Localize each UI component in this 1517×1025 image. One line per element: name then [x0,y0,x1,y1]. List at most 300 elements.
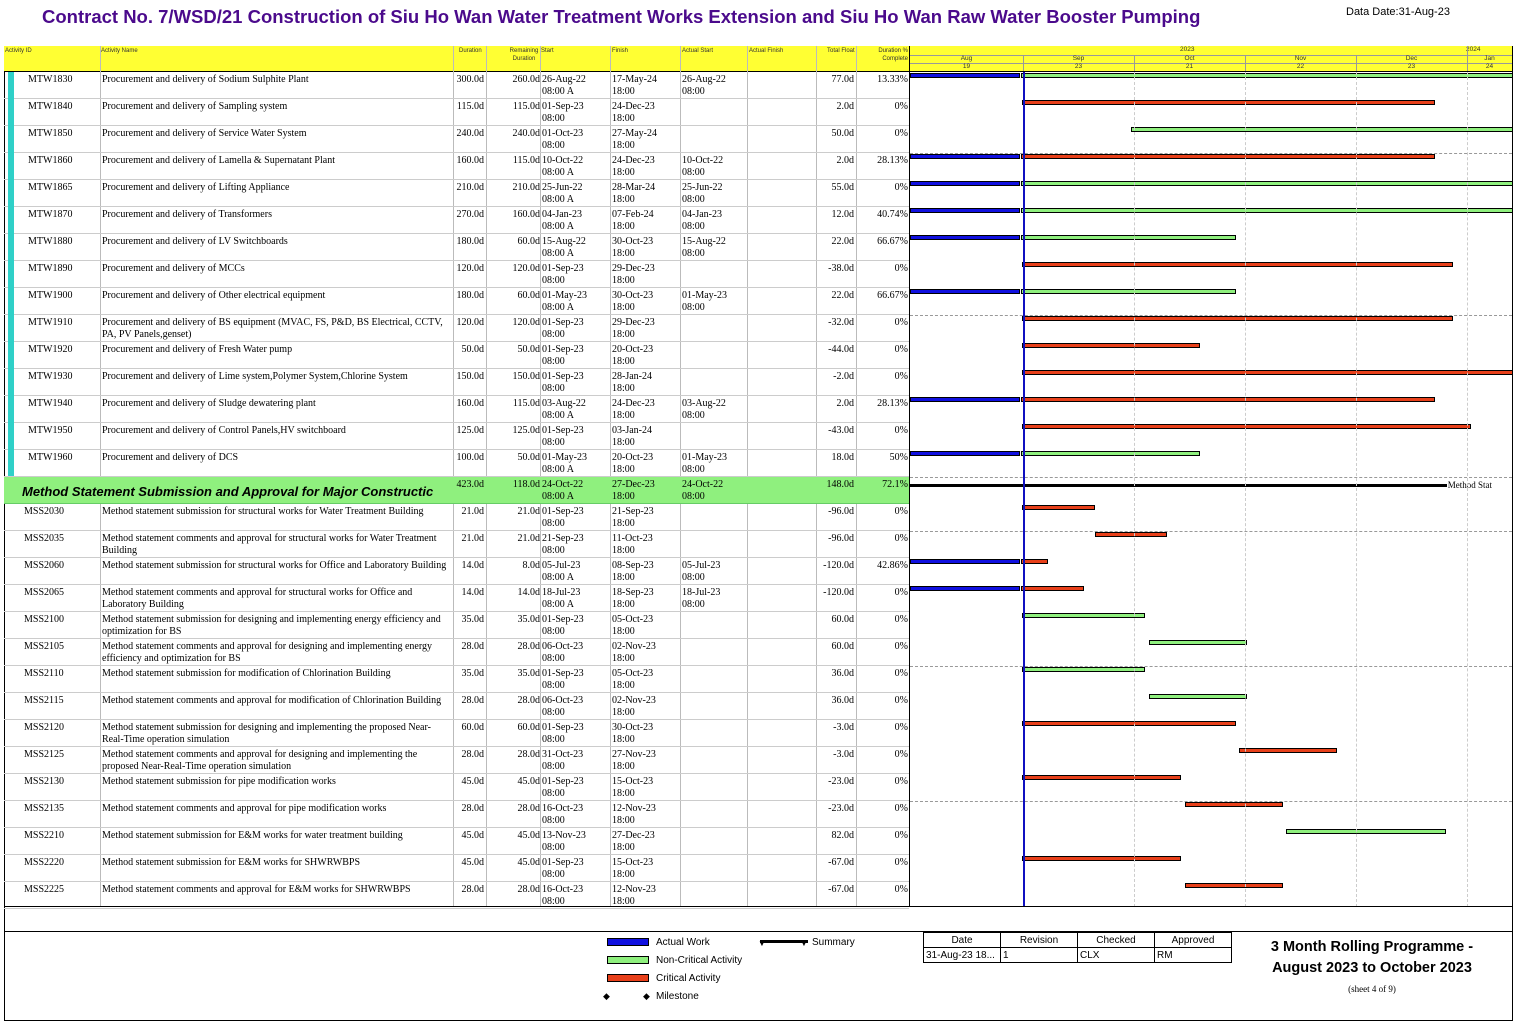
table-row[interactable] [4,666,909,693]
duration: 35.0d [461,614,484,625]
remaining-duration: 28.0d [517,641,540,652]
table-row[interactable] [4,207,909,234]
mtw1830-bar-remaining[interactable] [1021,73,1512,78]
activity-name: Method statement comments and approval for structural works for Water Treatment Building [102,533,437,556]
start-date: 13-Nov-23 [542,830,586,841]
mtw1940-bar-remaining[interactable] [1021,397,1435,402]
mss2135-bar[interactable] [1185,802,1283,807]
mtw1940-bar-actual[interactable] [910,397,1020,402]
start [542,263,584,287]
actual-start [682,74,726,98]
start-time: 08:00 [542,653,565,664]
table-row[interactable] [4,504,909,531]
gantt-chart [910,72,1512,907]
table-row[interactable] [4,342,909,369]
total-float: 60.0d [831,641,854,652]
pct-complete: 0% [894,101,908,112]
table-row[interactable] [4,828,909,855]
total-float: -3.0d [833,749,854,760]
finish-time: 18:00 [612,545,635,556]
activity-name: Method statement comments and approval for pipe modification works [102,803,387,814]
total-float: 50.0d [831,128,854,139]
remaining-duration: 115.0d [512,101,540,112]
rev-header-approved: Approved [1155,933,1232,948]
start-date: 01-Sep-23 [542,425,584,436]
total-float: 36.0d [831,695,854,706]
mtw1840-bar[interactable] [1022,100,1435,105]
duration: 60.0d [461,722,484,733]
start-date: 01-Sep-23 [542,776,584,787]
start-date: 25-Jun-22 [542,182,583,193]
start-date: 01-Sep-23 [542,344,584,355]
mss2065-bar-actual[interactable] [910,586,1020,591]
activity-name: Procurement and delivery of MCCs [102,263,245,274]
finish-time: 18:00 [612,248,635,259]
actual-start-date: 15-Aug-22 [682,236,726,247]
finish [612,668,653,692]
finish-time: 18:00 [612,302,635,313]
start-time: 08:00 [542,788,565,799]
remaining-duration: 120.0d [512,317,540,328]
start-time: 08:00 [542,356,565,367]
activity-id: MTW1950 [28,425,73,436]
revision-table [923,932,1232,963]
finish-date: 03-Jan-24 [612,425,652,436]
col-remaining-duration[interactable]: Remaining Duration [509,48,539,62]
start-date: 01-Sep-23 [542,722,584,733]
duration: 45.0d [461,776,484,787]
finish-time: 18:00 [612,788,635,799]
table-row[interactable] [4,531,909,558]
mtw1880-bar-remaining[interactable] [1021,235,1236,240]
finish [612,830,655,854]
duration: 28.0d [461,641,484,652]
mtw1860-bar-remaining[interactable] [1021,154,1435,159]
column-header [4,46,909,72]
start [542,857,584,881]
month-sep: Sep [1072,55,1085,62]
remaining-duration: 8.0d [522,560,540,571]
table-row[interactable] [4,99,909,126]
finish-date: 02-Nov-23 [612,641,656,652]
table-row[interactable] [4,450,909,477]
start [542,371,584,395]
activity-id: MSS2220 [24,857,65,868]
mss2030-bar[interactable] [1022,505,1094,510]
activity-name: Procurement and delivery of Sludge dewatering plant [102,398,316,409]
pct-complete: 0% [894,317,908,328]
table-row[interactable] [4,801,909,828]
table-row[interactable] [4,315,909,342]
mtw1920-bar[interactable] [1022,343,1199,348]
actual-start [682,452,727,476]
activity-name: Method statement comments and approval for designing and implementing the proposed Near-Real-Time operation simulation [102,749,418,772]
finish-date: 15-Oct-23 [612,857,654,868]
finish-time: 18:00 [612,599,635,610]
remaining-duration: 45.0d [517,830,540,841]
start-time: 08:00 [542,842,565,853]
activity-name: Method statement submission for designing and implementing the proposed Near-Real-Time operation simulation [102,722,431,745]
table-row[interactable] [4,585,909,612]
total-float: -43.0d [828,425,854,436]
remaining-duration: 21.0d [517,506,540,517]
start-time: 08:00 A [542,302,574,313]
start [542,722,584,746]
duration: 21.0d [461,506,484,517]
duration: 50.0d [461,344,484,355]
month-oct: Oct [1184,55,1195,62]
table-row[interactable] [4,153,909,180]
finish [612,587,654,611]
total-float: 77.0d [831,74,854,85]
actual-start-time: 08:00 [682,167,705,178]
start-time: 08:00 [542,896,565,907]
start-time: 08:00 [542,383,565,394]
actual-start-date: 10-Oct-22 [682,155,724,166]
actual-start-date: 26-Aug-22 [682,74,726,85]
total-float: -67.0d [828,884,854,895]
finish-date: 29-Dec-23 [612,317,655,328]
remaining-duration: 60.0d [517,236,540,247]
start [542,560,580,584]
summary-right-cap-icon: ▼ [800,939,808,948]
mss2125-bar[interactable] [1239,748,1337,753]
table-row[interactable] [4,720,909,747]
programme-title-line1: 3 Month Rolling Programme - [1270,939,1474,955]
mss2225-bar[interactable] [1185,883,1283,888]
total-float: -2.0d [833,371,854,382]
week-19: 19 [962,63,971,70]
summary-float: 148.0d [826,479,854,490]
summary-left-cap-icon: ▼ [758,939,766,948]
mss2210-bar[interactable] [1286,829,1445,834]
total-float: -23.0d [828,776,854,787]
col-activity-id[interactable]: Activity ID [5,48,32,54]
year-2024-label: 2024 [1466,46,1481,53]
actual-start-time: 08:00 [682,86,705,97]
summary-name: Method Statement Submission and Approval for Major Constructic [22,484,434,499]
finish [612,209,654,233]
remaining-duration: 115.0d [512,155,540,166]
start-time: 08:00 [542,113,565,124]
summary-actual-start [682,479,723,503]
mss2065-bar-remaining[interactable] [1021,586,1084,591]
pct-complete: 0% [894,776,908,787]
activity-id: MTW1900 [28,290,73,301]
mtw1890-bar[interactable] [1022,262,1453,267]
finish [612,236,653,260]
mss2060-bar-actual[interactable] [910,559,1020,564]
timescale-header [910,46,1512,72]
table-row[interactable] [4,855,909,882]
summary-duration: 423.0d [456,479,484,490]
mtw1870-bar-remaining[interactable] [1021,208,1512,213]
activity-id: MSS2115 [24,695,64,706]
start-date: 04-Jan-23 [542,209,582,220]
actual-start-date: 01-May-23 [682,290,727,301]
table-row[interactable] [4,612,909,639]
activity-name: Method statement submission for designing and implementing energy efficiency and optimization for BS [102,614,441,637]
start-date: 01-Oct-23 [542,128,584,139]
activity-name: Method statement submission for structural works for Water Treatment Building [102,506,424,517]
finish-time: 18:00 [612,653,635,664]
finish-time: 18:00 [612,113,635,124]
table-row[interactable] [4,261,909,288]
start [542,749,583,773]
rev-header-date: Date [924,933,1001,948]
start-date: 16-Oct-23 [542,803,584,814]
col-actual-start[interactable]: Actual Start [682,48,714,54]
actual-start [682,398,726,422]
week-23b: 23 [1407,63,1416,70]
mtw1865-bar-remaining[interactable] [1021,181,1512,186]
rev-revision: 1 [1001,948,1078,963]
remaining-duration: 28.0d [517,695,540,706]
total-float: 36.0d [831,668,854,679]
activity-id: MTW1890 [28,263,73,274]
start [542,74,586,98]
legend-critical-label: Critical Activity [656,973,721,984]
start [542,830,586,854]
mtw1910-bar[interactable] [1022,316,1453,321]
pct-complete: 0% [894,803,908,814]
start-time: 08:00 [542,437,565,448]
start-time: 08:00 [542,761,565,772]
activity-id: MSS2100 [24,614,65,625]
legend-summary-label: Summary [812,937,855,948]
mss2120-bar[interactable] [1022,721,1236,726]
milestone-icon: ◆ [603,991,610,1001]
table-row[interactable] [4,126,909,153]
start [542,317,584,341]
finish-time: 18:00 [612,383,635,394]
activity-id: MTW1960 [28,452,73,463]
total-float: -96.0d [828,533,854,544]
start-time: 08:00 [542,329,565,340]
activity-name: Procurement and delivery of Transformers [102,209,272,220]
summary-finish [612,479,655,503]
remaining-duration: 45.0d [517,857,540,868]
duration: 120.0d [456,317,484,328]
activity-name: Procurement and delivery of Lifting Appliance [102,182,290,193]
mss2100-bar[interactable] [1022,613,1145,618]
mtw1930-bar[interactable] [1022,370,1512,375]
activity-id: MTW1850 [28,128,73,139]
table-row[interactable] [4,558,909,585]
summary-start-time: 08:00 A [542,491,574,502]
summary-bar[interactable] [910,484,1447,487]
remaining-duration: 160.0d [512,209,540,220]
mss2110-bar[interactable] [1022,667,1145,672]
legend-actual-label: Actual Work [656,937,710,948]
month-nov: Nov [1294,55,1307,62]
summary-actual-start-time: 08:00 [682,491,705,502]
start [542,587,580,611]
total-float: -120.0d [823,587,854,598]
pct-complete: 0% [894,695,908,706]
week-24: 24 [1485,63,1494,70]
finish-date: 28-Jan-24 [612,371,652,382]
start-time: 08:00 [542,869,565,880]
summary-remaining: 118.0d [512,479,540,490]
start [542,182,583,206]
table-row[interactable] [4,288,909,315]
mtw1900-bar-actual[interactable] [910,289,1020,294]
summary-bar-label: Method Stat [1447,480,1492,490]
start-time: 08:00 [542,626,565,637]
activity-id: MSS2035 [24,533,65,544]
duration: 45.0d [461,857,484,868]
pct-complete: 0% [894,425,908,436]
page-title: Contract No. 7/WSD/21 Construction of Siu Ho Wan Water Treatment Works Extension and Siu Ho Wan Raw Water Booster Pumping [42,6,1201,27]
actual-start [682,236,726,260]
start-date: 01-May-23 [542,452,587,463]
actual-start [682,155,723,179]
col-actual-finish[interactable]: Actual Finish [749,48,784,54]
finish-date: 29-Dec-23 [612,263,655,274]
finish-date: 24-Dec-23 [612,398,655,409]
mtw1880-bar-actual[interactable] [910,235,1020,240]
start-time: 08:00 A [542,194,574,205]
remaining-duration: 14.0d [517,587,540,598]
pct-complete: 0% [894,128,908,139]
pct-complete: 0% [894,884,908,895]
legend-actual-swatch [607,938,649,946]
actual-start-date: 18-Jul-23 [682,587,721,598]
actual-start-time: 08:00 [682,410,705,421]
mtw1960-bar-remaining[interactable] [1021,451,1200,456]
finish [612,398,655,422]
finish-date: 07-Feb-24 [612,209,654,220]
finish-date: 30-Oct-23 [612,722,654,733]
finish-time: 18:00 [612,167,635,178]
total-float: -44.0d [828,344,854,355]
mtw1865-bar-actual[interactable] [910,181,1020,186]
finish [612,128,657,152]
duration: 28.0d [461,803,484,814]
col-duration[interactable]: Duration [459,48,482,54]
activity-name: Procurement and delivery of Lamella & Supernatant Plant [102,155,335,166]
mtw1900-bar-remaining[interactable] [1021,289,1236,294]
finish-time: 18:00 [612,842,635,853]
mss2105-bar[interactable] [1149,640,1247,645]
pct-complete: 66.67% [877,236,908,247]
finish [612,101,655,125]
col-activity-name[interactable]: Activity Name [101,48,138,54]
summary-pct: 72.1% [882,479,908,490]
finish-date: 27-Nov-23 [612,749,656,760]
table-row[interactable] [4,639,909,666]
duration: 160.0d [456,155,484,166]
table-row[interactable] [4,423,909,450]
finish-date: 24-Dec-23 [612,101,655,112]
finish-time: 18:00 [612,518,635,529]
finish-time: 18:00 [612,734,635,745]
finish-time: 18:00 [612,437,635,448]
legend-milestone-label: Milestone [656,991,699,1002]
actual-start [682,587,720,611]
wbs-band [8,72,14,476]
total-float: 12.0d [831,209,854,220]
mtw1870-bar-actual[interactable] [910,208,1020,213]
remaining-duration: 125.0d [512,425,540,436]
duration: 28.0d [461,749,484,760]
programme-title-line2: August 2023 to October 2023 [1272,960,1472,976]
col-total-float[interactable]: Total Float [827,48,855,54]
total-float: 60.0d [831,614,854,625]
finish [612,155,655,179]
mss2115-bar[interactable] [1149,694,1247,699]
mss2220-bar[interactable] [1022,856,1181,861]
finish-time: 18:00 [612,572,635,583]
start-time: 08:00 [542,707,565,718]
mss2035-bar[interactable] [1095,532,1167,537]
duration: 45.0d [461,830,484,841]
pct-complete: 0% [894,668,908,679]
mtw1830-bar-actual[interactable] [910,73,1020,78]
start-date: 01-May-23 [542,290,587,301]
mtw1960-bar-actual[interactable] [910,451,1020,456]
total-float: 18.0d [831,452,854,463]
finish [612,641,656,665]
table-row[interactable] [4,396,909,423]
actual-start-time: 08:00 [682,572,705,583]
finish [612,317,655,341]
finish [612,884,656,908]
start-date: 01-Sep-23 [542,668,584,679]
pct-complete: 0% [894,344,908,355]
finish [612,533,653,557]
col-finish[interactable]: Finish [612,48,629,54]
table-row[interactable] [4,774,909,801]
rev-checked: CLX [1078,948,1155,963]
table-row[interactable] [4,234,909,261]
finish-date: 15-Oct-23 [612,776,654,787]
finish [612,695,656,719]
start-time: 08:00 A [542,248,574,259]
mtw1850-bar[interactable] [1131,127,1512,132]
start [542,101,584,125]
finish-time: 18:00 [612,464,635,475]
table-row[interactable] [4,72,909,99]
activity-id: MSS2130 [24,776,65,787]
total-float: -3.0d [833,722,854,733]
table-row[interactable] [4,180,909,207]
table-row[interactable] [4,693,909,720]
rev-date: 31-Aug-23 18... [924,948,1001,963]
start-time: 08:00 A [542,86,574,97]
mss2130-bar[interactable] [1022,775,1181,780]
summary-row[interactable] [4,477,909,504]
activity-id: MSS2060 [24,560,65,571]
actual-start-date: 03-Aug-22 [682,398,726,409]
start-date: 01-Sep-23 [542,101,584,112]
finish-date: 20-Oct-23 [612,344,654,355]
remaining-duration: 150.0d [512,371,540,382]
remaining-duration: 35.0d [517,668,540,679]
finish [612,452,653,476]
table-row[interactable] [4,747,909,774]
col-start[interactable]: Start [541,48,554,54]
mtw1860-bar-actual[interactable] [910,154,1020,159]
total-float: 82.0d [831,830,854,841]
duration: 180.0d [456,290,484,301]
table-row[interactable] [4,882,909,909]
mtw1950-bar[interactable] [1022,424,1471,429]
table-row[interactable] [4,369,909,396]
legend-noncritical-label: Non-Critical Activity [656,955,743,966]
col-pct-complete[interactable]: Duration % Complete [878,48,908,62]
